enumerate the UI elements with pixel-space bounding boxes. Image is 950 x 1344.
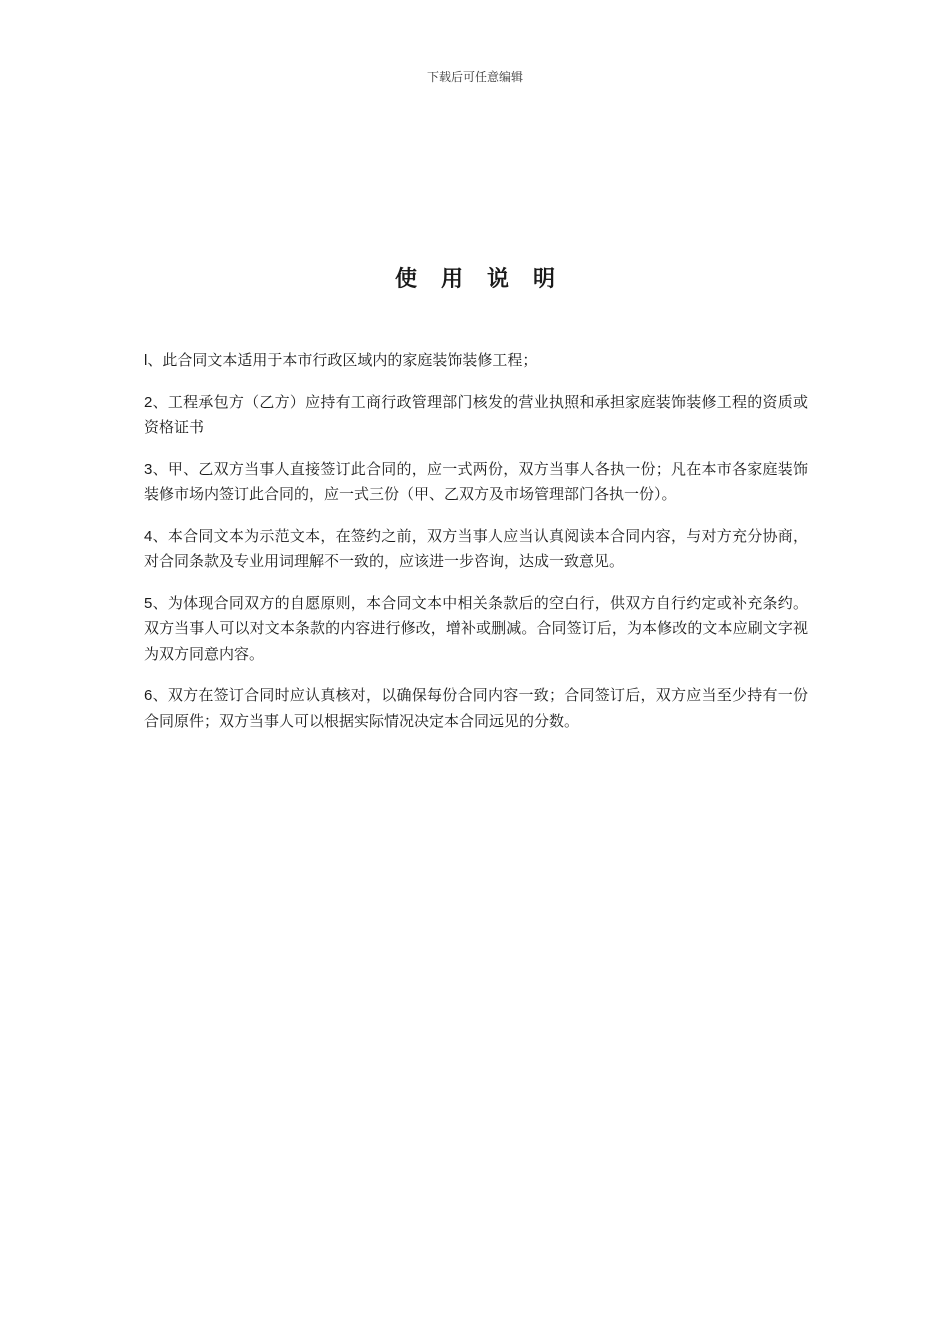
clause-separator: 、: [152, 459, 168, 478]
clause-number: 5: [144, 594, 153, 612]
clause-separator: 、: [152, 526, 168, 545]
clause-separator: 、: [147, 351, 163, 369]
clause-text: 工程承包方（乙方）应持有工商行政管理部门核发的营业执照和承担家庭装饰装修工程的资质或资格证书: [144, 392, 808, 436]
clause-text: 此合同文本适用于本市行政区域内的家庭装饰装修工程；: [162, 351, 538, 369]
clause-separator: 、: [152, 686, 168, 704]
clause-number: l: [144, 352, 148, 369]
clause-list: [144, 348, 808, 750]
clause-number: 2: [144, 393, 153, 411]
clause-item: [144, 591, 808, 668]
clause-text: 本合同文本为示范文本，在签约之前，双方当事人应当认真阅读本合同内容，与对方充分协商，对合同条款及专业用词理解不一致的，应该进一步咨询，达成一致意见。: [144, 526, 808, 570]
clause-number: 6: [144, 687, 153, 704]
header-note: 下载后可任意编辑: [426, 70, 523, 84]
clause-separator: 、: [152, 593, 168, 612]
clause-text: 双方在签订合同时应认真核对，以确保每份合同内容一致；合同签订后，双方应当至少持有一份合同原件；双方当事人可以根据实际情况决定本合同远见的分数。: [144, 686, 808, 730]
clause-number: 4: [144, 527, 153, 545]
clause-item: [144, 390, 808, 441]
clause-separator: 、: [152, 392, 168, 411]
clause-item: [144, 348, 808, 374]
clause-item: [144, 683, 808, 734]
clause-text: 甲、乙双方当事人直接签订此合同的，应一式两份，双方当事人各执一份；凡在本市各家庭装饰装修市场内签订此合同的，应一式三份（甲、乙双方及市场管理部门各执一份）。: [144, 459, 808, 503]
document-title: 使用说明: [394, 267, 579, 292]
clause-text: 为体现合同双方的自愿原则，本合同文本中相关条款后的空白行，供双方自行约定或补充条约。双方当事人可以对文本条款的内容进行修改，增补或删减。合同签订后，为本修改的文本应刷文字视为双方同意内容。: [144, 593, 808, 663]
clause-number: 3: [144, 460, 153, 478]
clause-item: [144, 524, 808, 575]
clause-item: [144, 457, 808, 508]
